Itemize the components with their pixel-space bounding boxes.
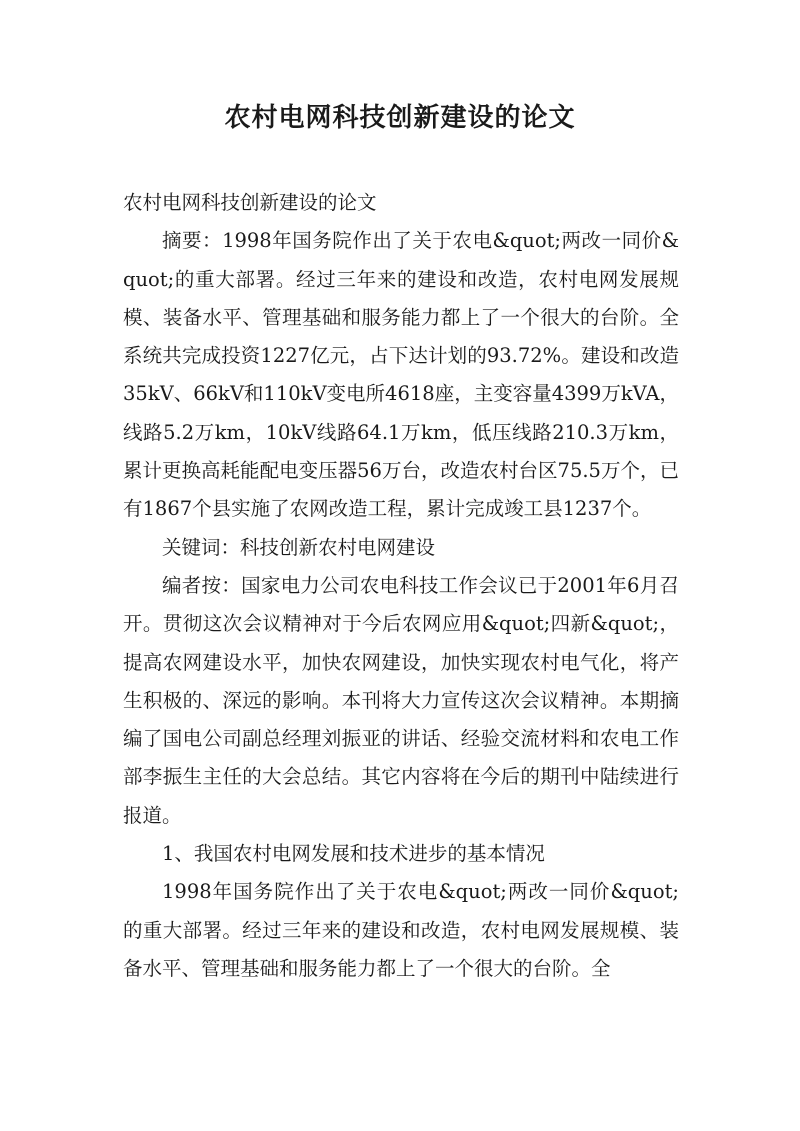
- document-title: 农村电网科技创新建设的论文: [224, 103, 576, 133]
- paragraph-editor-note: 编者按：国家电力公司农电科技工作会议已于2001年6月召开。贯彻这次会议精神对于今后农网应用&quot;四新&quot;，提高农网建设水平，加快农网建设，加快实现农村电气化，将产生积极的、深远的影响。本刊将大力宣传这次会议精神。本期摘编了国电公司副总经理刘振亚的讲话、经验交流材料和农电工作部李振生主任的大会总结。其它内容将在今后的期刊中陆续进行报道。: [123, 573, 679, 827]
- paragraph-section-1-body: 1998年国务院作出了关于农电&quot;两改一同价&quot;的重大部署。经过三年来的建设和改造，农村电网发展规模、装备水平、管理基础和服务能力都上了一个很大的台阶。全: [123, 880, 679, 980]
- paragraph-subtitle: 农村电网科技创新建设的论文: [123, 191, 377, 214]
- document-body: [123, 184, 679, 988]
- paragraph-abstract: 摘要：1998年国务院作出了关于农电&quot;两改一同价&quot;的重大部署。经过三年来的建设和改造，农村电网发展规模、装备水平、管理基础和服务能力都上了一个很大的台阶。全系统共完成投资1227亿元，占下达计划的93.72%。建设和改造35kV、66kV和110kV变电所4618座，主变容量4399万kVA，线路5.2万km，10kV线路64.1万km，低压线路210.3万km，累计更换高耗能配电变压器56万台，改造农村台区75.5万个，已有1867个县实施了农网改造工程，累计完成竣工县1237个。: [123, 229, 679, 521]
- section-heading-1: 1、我国农村电网发展和技术进步的基本情况: [162, 842, 545, 866]
- paragraph-keywords: 关键词：科技创新农村电网建设: [162, 535, 436, 559]
